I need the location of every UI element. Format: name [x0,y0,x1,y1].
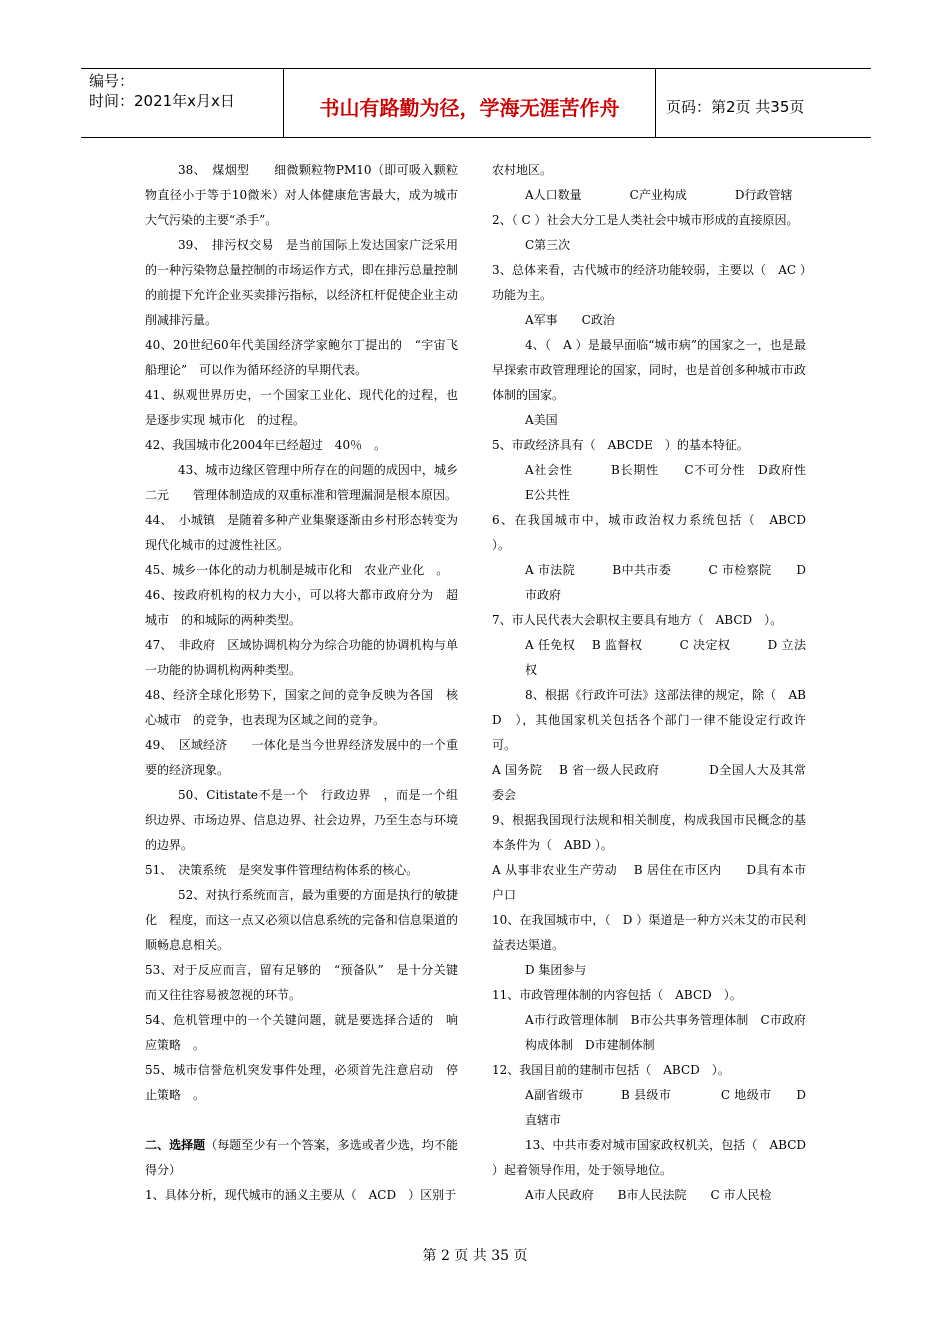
header-page-info: 页码：第2页 共35页 [666,97,805,116]
page-header [81,68,871,138]
fill-blank-item: 53、对于反应而言，留有足够的 “预备队” 是十分关键而又往往容易被忽视的环节。 [145,963,458,1002]
document-number: 编号： [89,72,135,90]
answer-options: A 任免权 B 监督权 C 决定权 D 立法权 [525,638,806,677]
fill-blank-item: 48、经济全球化形势下，国家之间的竞争反映为各国 核心城市 的竞争，也表现为区域之间的竞争。 [145,688,458,727]
fill-blank-item: 38、 煤烟型 细微颗粒物PM10（即可吸入颗粒物直径小于等于10微米）对人体健康危害最大，成为城市大气污染的主要“杀手”。 [145,163,458,227]
answer-options: A军事 C政治 [525,313,615,327]
fill-blank-item: 46、按政府机构的权力大小，可以将大都市政府分为 超城市 的和城际的两种类型。 [145,588,458,627]
fill-blank-item: 41、纵观世界历史，一个国家工业化、现代化的过程，也是逐步实现 城市化 的过程。 [145,388,458,427]
question-item: 13、中共市委对城市国家政权机关，包括（ ABCD ）起着领导作用，处于领导地位。 [492,1138,819,1177]
fill-blank-item: 44、 小城镇 是随着多种产业集聚逐渐由乡村形态转变为现代化城市的过渡性社区。 [145,513,458,552]
answer-options: A市人民政府 B市人民法院 C 市人民检 [525,1188,772,1202]
answer-options: A美国 [525,413,558,427]
fill-blank-item: 39、 排污权交易 是当前国际上发达国家广泛采用的一种污染物总量控制的市场运作方式，即在排污总量控制的前提下允许企业买卖排污指标，以经济杠杆促使企业主动削减排污量。 [145,238,458,327]
question-item: 农村地区。 [492,163,553,177]
question-item: 11、市政管理体制的内容包括（ ABCD ）。 [492,988,742,1002]
page-footer: 第 2 页 共 35 页 [422,1248,528,1264]
question-line: 1、具体分析，现代城市的涵义主要从（ ACD ）区别于 [145,1188,457,1202]
section-heading [145,1133,458,1183]
fill-blank-item: 43、城市边缘区管理中所存在的问题的成因中，城乡二元 管理体制造成的双重标准和管理漏洞是根本原因。 [145,463,458,502]
fill-blank-item: 54、危机管理中的一个关键问题，就是要选择合适的 响应策略 。 [145,1013,458,1052]
fill-blank-item: 47、 非政府 区域协调机构分为综合功能的协调机构与单一功能的协调机构两种类型。 [145,638,458,677]
question-item: 8、根据《行政许可法》这部法律的规定，除（ ABD ），其他国家机关包括各个部门一律不能设定行政许可。 [492,688,806,752]
header-meta [81,69,284,137]
fill-blank-item: 49、 区域经济 一体化是当今世界经济发展中的一个重要的经济现象。 [145,738,458,777]
question-item: 5、市政经济具有（ ABCDE ）的基本特征。 [492,438,749,452]
fill-blank-item: 52、对执行系统而言，最为重要的方面是执行的敏捷化 程度，而这一点又必须以信息系统的完备和信息渠道的顺畅息息相关。 [145,888,458,952]
question-item: 4、（ A ）是最早面临“城市病”的国家之一，也是最早探索市政管理理论的国家，同时，也是首创多种城市市政体制的国家。 [492,338,806,402]
fill-blank-item: 55、城市信誉危机突发事件处理，必须首先注意启动 停止策略 。 [145,1063,458,1102]
question-item: 2、（ C ）社会大分工是人类社会中城市形成的直接原因。 [492,213,799,227]
question-item: A 国务院 B 省一级人民政府 D全国人大及其常委会 [492,763,806,802]
right-column [492,158,819,1208]
fill-blank-item: 45、城乡一体化的动力机制是城市化和 农业产业化 。 [145,563,449,577]
fill-blank-item: 42、我国城市化2004年已经超过 40％ 。 [145,438,387,452]
question-item: 3、总体来看，古代城市的经济功能较弱，主要以（ AC ）功能为主。 [492,263,806,302]
section-title: 二、选择题 [145,1138,206,1152]
left-column [145,158,458,1208]
document-date: 时间：2021年x月x日 [89,92,235,110]
answer-options: D 集团参与 [525,963,587,977]
question-item: 9、根据我国现行法规和相关制度，构成我国市民概念的基本条件为（ ABD ）。 [492,813,806,852]
answer-options: A副省级市 B 县级市 C 地级市 D直辖市 [525,1088,806,1127]
question-item: 12、我国目前的建制市包括（ ABCD ）。 [492,1063,730,1077]
question-item: A 从事非农业生产劳动 B 居住在市区内 D具有本市户口 [492,863,806,902]
fill-blank-item: 51、 决策系统 是突发事件管理结构体系的核心。 [145,863,419,877]
question-item: 7、市人民代表大会职权主要具有地方（ ABCD ）。 [492,613,783,627]
fill-blank-item: 40、20世纪60年代美国经济学家鲍尔丁提出的 “宇宙飞船理论” 可以作为循环经济的早期代表。 [145,338,458,377]
header-motto: 书山有路勤为径，学海无涯苦作舟 [284,69,656,137]
answer-options: A市行政管理体制 B市公共事务管理体制 C市政府构成体制 D市建制体制 [525,1013,806,1052]
question-item: 6、在我国城市中，城市政治权力系统包括（ ABCD ）。 [492,513,819,552]
answer-options: A 市法院 B中共市委 C 市检察院 D市政府 [525,563,806,602]
answer-options: C第三次 [525,238,571,252]
section-note: （每题至少有一个答案，多选或者少选，均不能得分） [145,1138,458,1177]
fill-blank-item: 50、Citistate不是一个 行政边界 ，而是一个组织边界、市场边界、信息边界、社会边界，乃至生态与环境的边界。 [145,788,458,852]
answer-options: A人口数量 C产业构成 D行政管辖 [525,188,793,202]
answer-options: A社会性 B长期性 C不可分性 D政府性 E公共性 [525,463,819,502]
question-item: 10、在我国城市中，（ D ）渠道是一种方兴未艾的市民利益表达渠道。 [492,913,806,952]
